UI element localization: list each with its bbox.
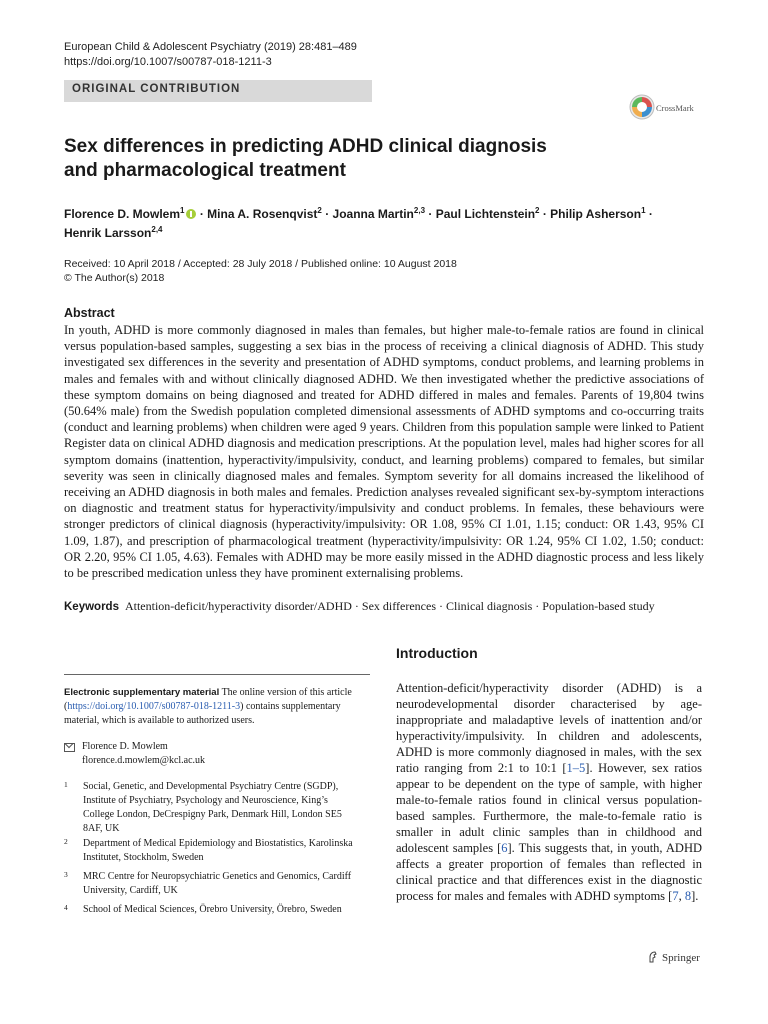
citation-link[interactable]: 1–5 — [566, 761, 586, 775]
article-title — [64, 135, 624, 183]
affiliation-text: School of Medical Sciences, Örebro University, Örebro, Sweden — [83, 904, 342, 915]
introduction-heading: Introduction — [396, 645, 478, 661]
citation-link[interactable]: 7 — [672, 889, 679, 903]
crossmark-badge[interactable] — [628, 93, 704, 125]
journal-header — [64, 40, 357, 70]
author-affil-sup: 2,4 — [151, 225, 163, 234]
author-affil-sup: 2 — [535, 206, 540, 215]
keywords — [64, 598, 724, 615]
author-name[interactable]: Paul Lichtenstein — [435, 207, 536, 221]
keywords-label: Keywords — [64, 601, 119, 613]
esm-text-after: ) contains supplementary material, which is available to authorized users. — [64, 701, 341, 726]
author-separator: · — [425, 207, 436, 221]
author-name[interactable]: Mina A. Rosenqvist — [207, 207, 318, 221]
esm-doi-link[interactable]: https://doi.org/10.1007/s00787-018-1211-3 — [67, 701, 241, 712]
affiliation-text: Department of Medical Epidemiology and Biostatistics, Karolinska Institutet, Stockholm, Sweden — [83, 838, 353, 863]
affiliation-text: Social, Genetic, and Developmental Psychiatry Centre (SGDP), Institute of Psychiatry, Psychology and Neuroscience, King’s College London, DeCrespigny Park, Denmark Hill, London SE5 8AF, UK — [83, 781, 342, 834]
crossmark-label: CrossMark — [656, 103, 694, 113]
author-affil-sup: 1 — [641, 206, 646, 215]
intro-text-part: Attention-deficit/hyperactivity disorder (ADHD) is a neurodevelopmental disorder characterised by age-inappropriate and maladaptive levels of inattention and/or hyperactivity/impulsivity. In children and adolescents, ADHD is more commonly diagnosed in males, with the sex ratio ranging from 2:1 to 10:1 [ — [396, 681, 702, 775]
intro-text-part: ]. This suggests that, in youth, ADHD affects a greater proportion of females than reflected in clinical practice and that differences exist in the diagnostic process for males and females with ADHD symptoms [ — [396, 841, 702, 903]
title-line-2: and pharmacological treatment — [64, 160, 346, 181]
esm-label: Electronic supplementary material — [64, 687, 220, 698]
abstract-heading: Abstract — [64, 306, 115, 320]
journal-citation: European Child & Adolescent Psychiatry (2019) 28:481–489 — [64, 41, 357, 53]
author-name[interactable]: Florence D. Mowlem — [64, 207, 181, 221]
article-type-banner — [64, 80, 372, 102]
publisher-logo — [648, 951, 700, 964]
author-affil-sup: 1 — [180, 206, 185, 215]
contact-name: Florence D. Mowlem — [82, 741, 168, 752]
affiliation-number: 3 — [64, 870, 68, 879]
intro-text-part: ]. — [691, 889, 699, 903]
affiliation-text: MRC Centre for Neuropsychiatric Genetics and Genomics, Cardiff University, Cardiff, UK — [83, 871, 352, 896]
dates-line: Received: 10 April 2018 / Accepted: 28 July 2018 / Published online: 10 August 2018 — [64, 258, 457, 270]
publication-dates — [64, 257, 457, 285]
abstract-text: In youth, ADHD is more commonly diagnosed in males than females, but higher male-to-female ratios are found in clinical versus population-based samples, suggesting a sex bias in the process of receiving a clinical diagnosis of ADHD. This study investigated sex differences in the severity and presentation of ADHD symptoms, conduct problems, and learning problems in males and females with and without clinically diagnosed ADHD. We then investigated whether the predictive associations of these symptom domains on being diagnosed and treated for ADHD differed in males and females. Parents of 19,804 twins (50.64% male) from the Swedish population completed dimensional assessments of ADHD symptoms and co-occurring traits (conduct and learning problems) when children were aged 9 years. Children from this population sample were linked to Patient Register data on clinical ADHD diagnosis and medication prescriptions. At the population level, males had higher scores for all symptom domains (inattention, hyperactivity/impulsivity, conduct, and learning problems) compared to females, but similar severity was seen in clinically diagnosed males and females. Symptom severity for all domains increased the likelihood of receiving an ADHD diagnosis in both males and females. Prediction analyses revealed significant sex-by-symptom interactions on diagnostic and treatment status for hyperactivity/impulsivity and conduct problems. In females, these behaviours were stronger predictors of clinical diagnosis (hyperactivity/impulsivity: OR 1.08, 95% CI 1.01, 1.15; conduct: OR 1.43, 95% CI 1.09, 1.87), and prescription of pharmacological treatment (hyperactivity/impulsivity: OR 1.24, 95% CI 1.02, 1.50; conduct: OR 2.20, 95% CI 1.05, 4.63). Females with ADHD may be more easily missed in the ADHD diagnostic process and less likely to be prescribed medication unless they have prominent externalising problems. — [64, 323, 704, 581]
author-name[interactable]: Philip Asherson — [550, 207, 642, 221]
keywords-text: Attention-deficit/hyperactivity disorder/ADHD · Sex differences · Clinical diagnosis · Population-based study — [124, 599, 655, 613]
springer-horse-icon — [648, 951, 658, 963]
orcid-icon[interactable] — [186, 209, 196, 219]
esm-text-before: The online version of this article ( — [64, 687, 352, 712]
author-separator: · — [321, 207, 333, 221]
mail-icon — [64, 743, 75, 752]
citation-separator: , — [678, 889, 685, 903]
author-separator: · — [539, 207, 551, 221]
author-separator: · — [196, 207, 208, 221]
author-name[interactable]: Joanna Martin — [332, 207, 414, 221]
affiliation-number: 1 — [64, 780, 68, 789]
contact-email[interactable]: florence.d.mowlem@kcl.ac.uk — [82, 755, 206, 766]
affiliation-number: 2 — [64, 837, 68, 846]
citation-link[interactable]: 6 — [501, 841, 508, 855]
author-affil-sup: 2,3 — [413, 206, 426, 215]
journal-doi[interactable]: https://doi.org/10.1007/s00787-018-1211-3 — [64, 56, 272, 68]
author-separator: · — [645, 207, 653, 221]
author-name[interactable]: Henrik Larsson — [64, 226, 152, 240]
copyright-line: © The Author(s) 2018 — [64, 272, 165, 284]
footnote-divider — [64, 674, 370, 675]
crossmark-icon — [628, 93, 704, 125]
citation-link[interactable]: 8 — [684, 889, 692, 903]
introduction-text — [396, 680, 702, 904]
affiliation-number: 4 — [64, 903, 68, 912]
author-list — [64, 203, 684, 241]
intro-text-part: ]. However, sex ratios appear to be dependent on the type of sample, with higher male-to-female ratios found in clinical versus population-based samples. Furthermore, the male-to-female ratio is smaller in adult clinic samples than in childhood and adolescent samples [ — [396, 761, 702, 855]
author-affil-sup: 2 — [317, 206, 322, 215]
article-type-label: ORIGINAL CONTRIBUTION — [72, 83, 241, 95]
title-line-1: Sex differences in predicting ADHD clinical diagnosis — [64, 136, 547, 157]
publisher-name: Springer — [662, 952, 700, 964]
supplementary-note — [64, 686, 354, 728]
